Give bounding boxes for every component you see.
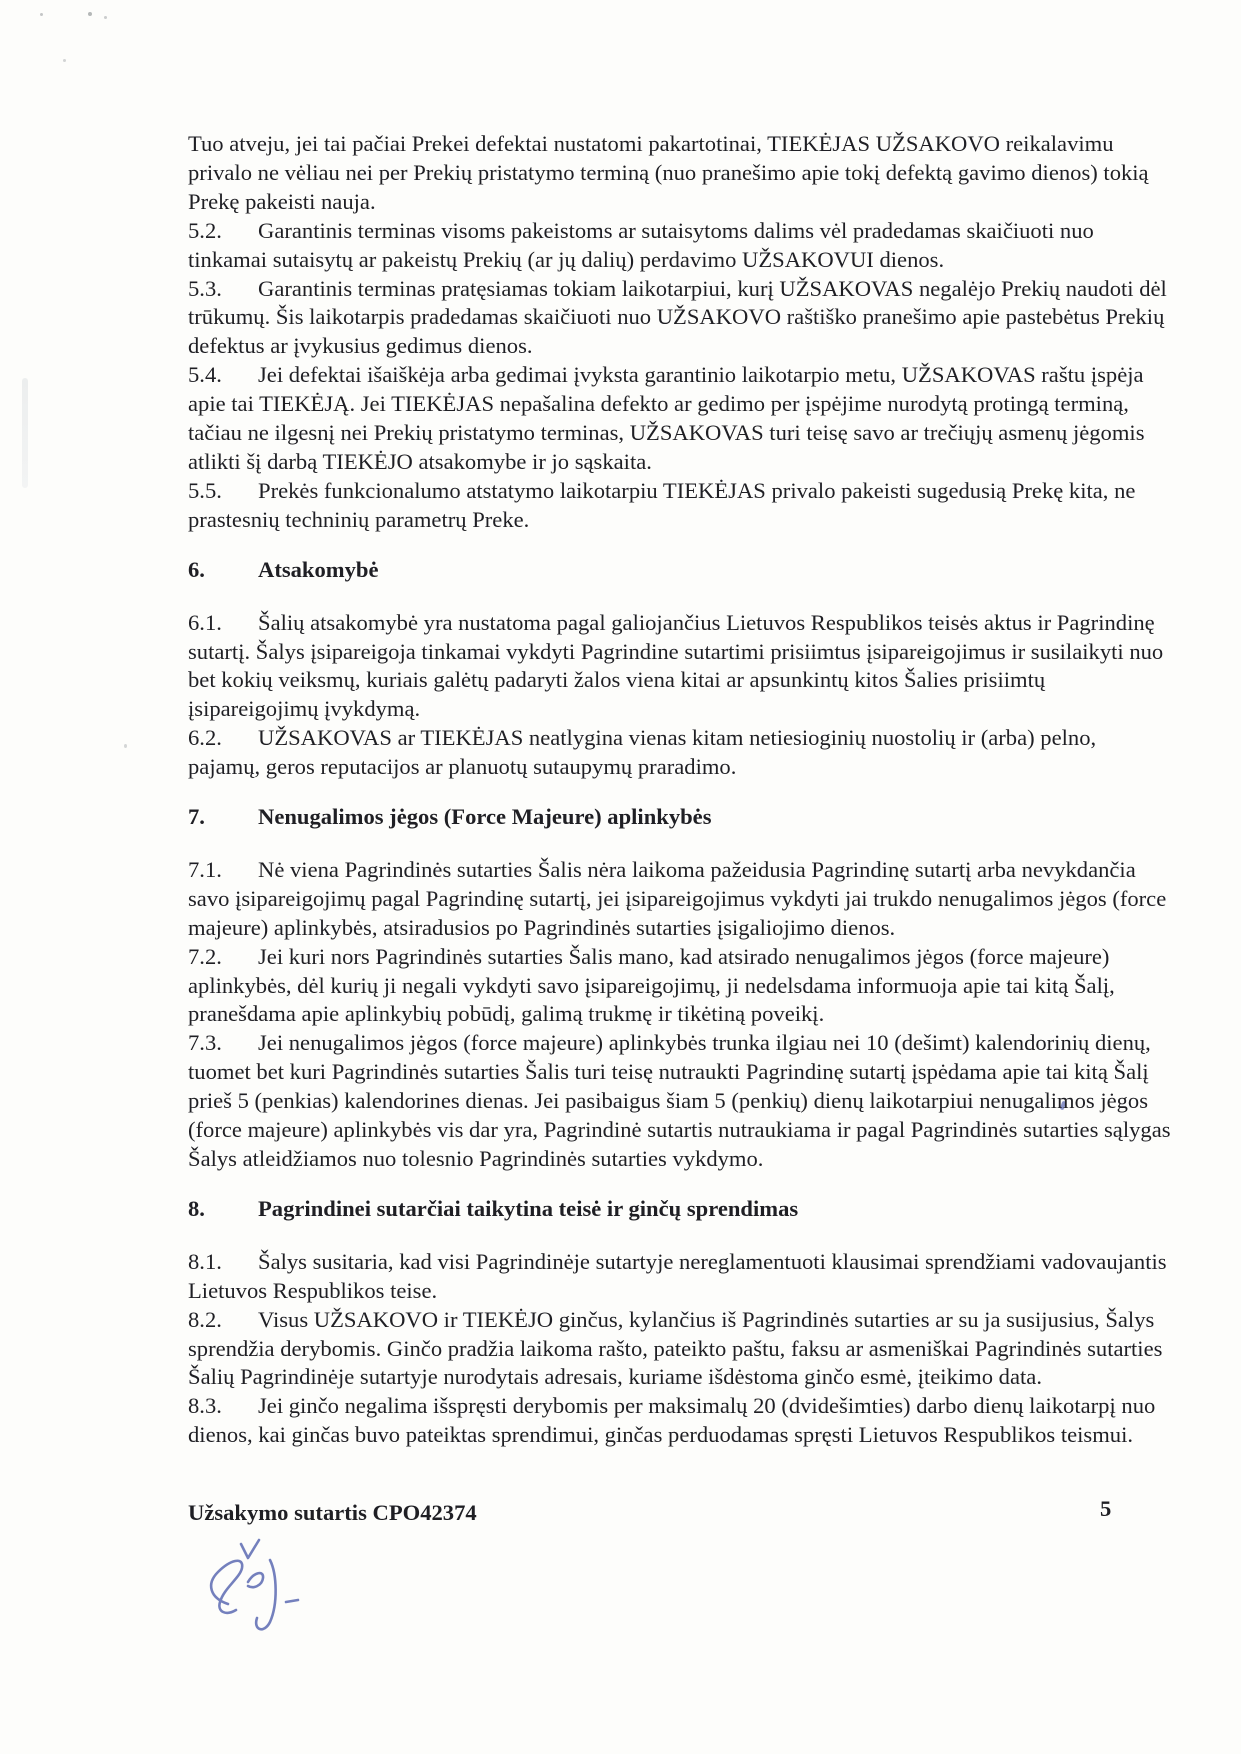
clause-text: Jei kuri nors Pagrindinės sutarties Šalis mano, kad atsirado nenugalimos jėgos (force majeure) aplinkybės, dėl kurių ji negali vykdyti savo įsipareigojimų, ji nedelsdama informuoja apie tai kitą Šalį, pranešdama apie aplinkybių pobūdį, galimą trukmę ir tikėtiną poveikį. [188, 943, 1115, 1027]
clause-number: 5.3. [188, 275, 222, 301]
clause-number: 7.1. [188, 856, 222, 882]
handwritten-signature [198, 1526, 318, 1636]
clause-number: 7.3. [188, 1030, 222, 1056]
clause-text: Pagrindinei sutarčiai taikytina teisė ir ginčų sprendimas [258, 1195, 799, 1221]
contract-paragraph [188, 130, 1172, 217]
clause-number: 8.2. [188, 1306, 222, 1332]
contract-clause [188, 477, 1172, 535]
contract-clause [188, 943, 1172, 1030]
scan-speck [104, 16, 107, 19]
contract-body [188, 130, 1172, 1450]
clause-text: Nenugalimos jėgos (Force Majeure) aplinkybės [258, 804, 712, 830]
clause-number: 8.1. [188, 1248, 222, 1274]
contract-clause [188, 856, 1172, 943]
section-heading [188, 1195, 1172, 1224]
contract-clause [188, 609, 1172, 725]
scan-speck [88, 12, 92, 16]
clause-text: Jei ginčo negalima išspręsti derybomis per maksimalų 20 (dvidešimties) darbo dienų laikotarpį nuo dienos, kai ginčas buvo pateiktas sprendimui, ginčas perduodamas spręsti Lietuvos Respublikos teismui. [188, 1393, 1156, 1448]
clause-number: 8. [188, 1195, 205, 1221]
contract-clause [188, 1029, 1172, 1174]
section-heading [188, 556, 1172, 585]
contract-clause [188, 1248, 1172, 1306]
clause-number: 6. [188, 556, 205, 582]
page-number: 5 [1100, 1496, 1112, 1521]
clause-text: UŽSAKOVAS ar TIEKĖJAS neatlygina vienas kitam netiesioginių nuostolių ir (arba) pelno, pajamų, geros reputacijos ar planuotų sutaupymų praradimo. [188, 725, 1097, 780]
clause-number: 6.2. [188, 725, 222, 751]
clause-text: Garantinis terminas pratęsiamas tokiam laikotarpiui, kurį UŽSAKOVAS negalėjo Prekių naudoti dėl trūkumų. Šis laikotarpis pradedamas skaičiuoti nuo UŽSAKOVO raštiško pranešimo apie pastebėtus Prekių defektus ar įvykusius gedimus dienos. [188, 275, 1167, 359]
clause-text: Garantinis terminas visoms pakeistoms ar sutaisytoms dalims vėl pradedamas skaičiuoti nuo tinkamai sutaisytų ar pakeistų Prekių (ar jų dalių) perdavimo UŽSAKOVUI dienos. [188, 217, 1094, 272]
clause-number: 5.5. [188, 477, 222, 503]
contract-clause [188, 361, 1172, 477]
clause-number: 7. [188, 804, 205, 830]
scan-speck [40, 13, 43, 16]
contract-clause [188, 1392, 1172, 1450]
scan-speck [63, 59, 66, 62]
signature-stroke [211, 1540, 298, 1629]
clause-text: Šalių atsakomybė yra nustatoma pagal galiojančius Lietuvos Respublikos teisės aktus ir Pagrindinę sutartį. Šalys įsipareigoja tinkamai vykdyti Pagrindine sutartimi prisiimtus įsipareigojimus ir susilaikyti nuo bet kokių veiksmų, kuriais galėtų padaryti žalos viena kitai ar apsunkintų kitos Šalies prisiimtų įsipareigojimų įvykdymą. [188, 609, 1164, 722]
contract-clause [188, 724, 1172, 782]
clause-text: Nė viena Pagrindinės sutarties Šalis nėra laikoma pažeidusia Pagrindinę sutartį arba nevykdančia savo įsipareigojimų pagal Pagrindinę sutartį, jei įsipareigojimus vykdyti jai trukdo nenugalimos jėgos (force majeure) aplinkybės, atsiradusios po Pagrindinės sutarties įsigaliojimo dienos. [188, 856, 1167, 940]
clause-text: Šalys susitaria, kad visi Pagrindinėje sutartyje nereglamentuoti klausimai sprendžiami vadovaujantis Lietuvos Respublikos teise. [188, 1248, 1167, 1303]
clause-number: 6.1. [188, 609, 222, 635]
clause-number: 5.4. [188, 362, 222, 388]
clause-number: 8.3. [188, 1393, 222, 1419]
contract-clause [188, 217, 1172, 275]
clause-text: Atsakomybė [258, 556, 379, 582]
clause-text: Visus UŽSAKOVO ir TIEKĖJO ginčus, kylančius iš Pagrindinės sutarties ar su ja susijusius, Šalys sprendžia derybomis. Ginčo pradžia laikoma rašto, pateikto paštu, faksu ar asmeniškai Pagrindinės sutarties Šalių Pagrindinėje sutartyje nurodytais adresais, kuriame išdėstoma ginčo esmė, įteikimo data. [188, 1306, 1163, 1390]
clause-number: 7.2. [188, 943, 222, 969]
clause-text: Tuo atveju, jei tai pačiai Prekei defektai nustatomi pakartotinai, TIEKĖJAS UŽSAKOVO reikalavimu privalo ne vėliau nei per Prekių pristatymo terminą (nuo pranešimo apie tokį defektą gavimo dienos) tokią Prekę pakeisti nauja. [188, 131, 1149, 214]
scan-speck [124, 744, 127, 748]
clause-text: Prekės funkcionalumo atstatymo laikotarpiu TIEKĖJAS privalo pakeisti sugedusią Prekę kita, ne prastesnių techninių parametrų Preke. [188, 477, 1136, 532]
clause-text: Jei nenugalimos jėgos (force majeure) aplinkybės trunka ilgiau nei 10 (dešimt) kalendorinių dienų, tuomet bet kuri Pagrindinės sutarties Šalis turi teisę nutraukti Pagrindinę sutartį įspėdama apie tai kitą Šalį prieš 5 (penkias) kalendorines dienas. Jei pasibaigus šiam 5 (penkių) dienų laikotarpiui nenugalimos jėgos (force majeure) aplinkybės vis dar yra, Pagrindinė sutartis nutraukiama ir pagal Pagrindinės sutarties sąlygas Šalys atleidžiamos nuo tolesnio Pagrindinės sutarties vykdymo. [188, 1030, 1171, 1171]
clause-number: 5.2. [188, 217, 222, 243]
section-heading [188, 803, 1172, 832]
clause-text: Jei defektai išaiškėja arba gedimai įvyksta garantinio laikotarpio metu, UŽSAKOVAS raštu įspėja apie tai TIEKĖJĄ. Jei TIEKĖJAS nepašalina defekto ar gedimo per įspėjime nurodytą protingą terminą, tačiau ne ilgesnį nei Prekių pristatymo terminas, UŽSAKOVAS turi teisę savo ar trečiųjų asmenų jėgomis atlikti šį darbą TIEKĖJO atsakomybe ir jo sąskaita. [188, 362, 1145, 474]
footer-contract-reference: Užsakymo sutartis CPO42374 [188, 1500, 477, 1525]
scan-edge-smudge [22, 378, 28, 488]
contract-clause [188, 1306, 1172, 1393]
contract-clause [188, 275, 1172, 362]
